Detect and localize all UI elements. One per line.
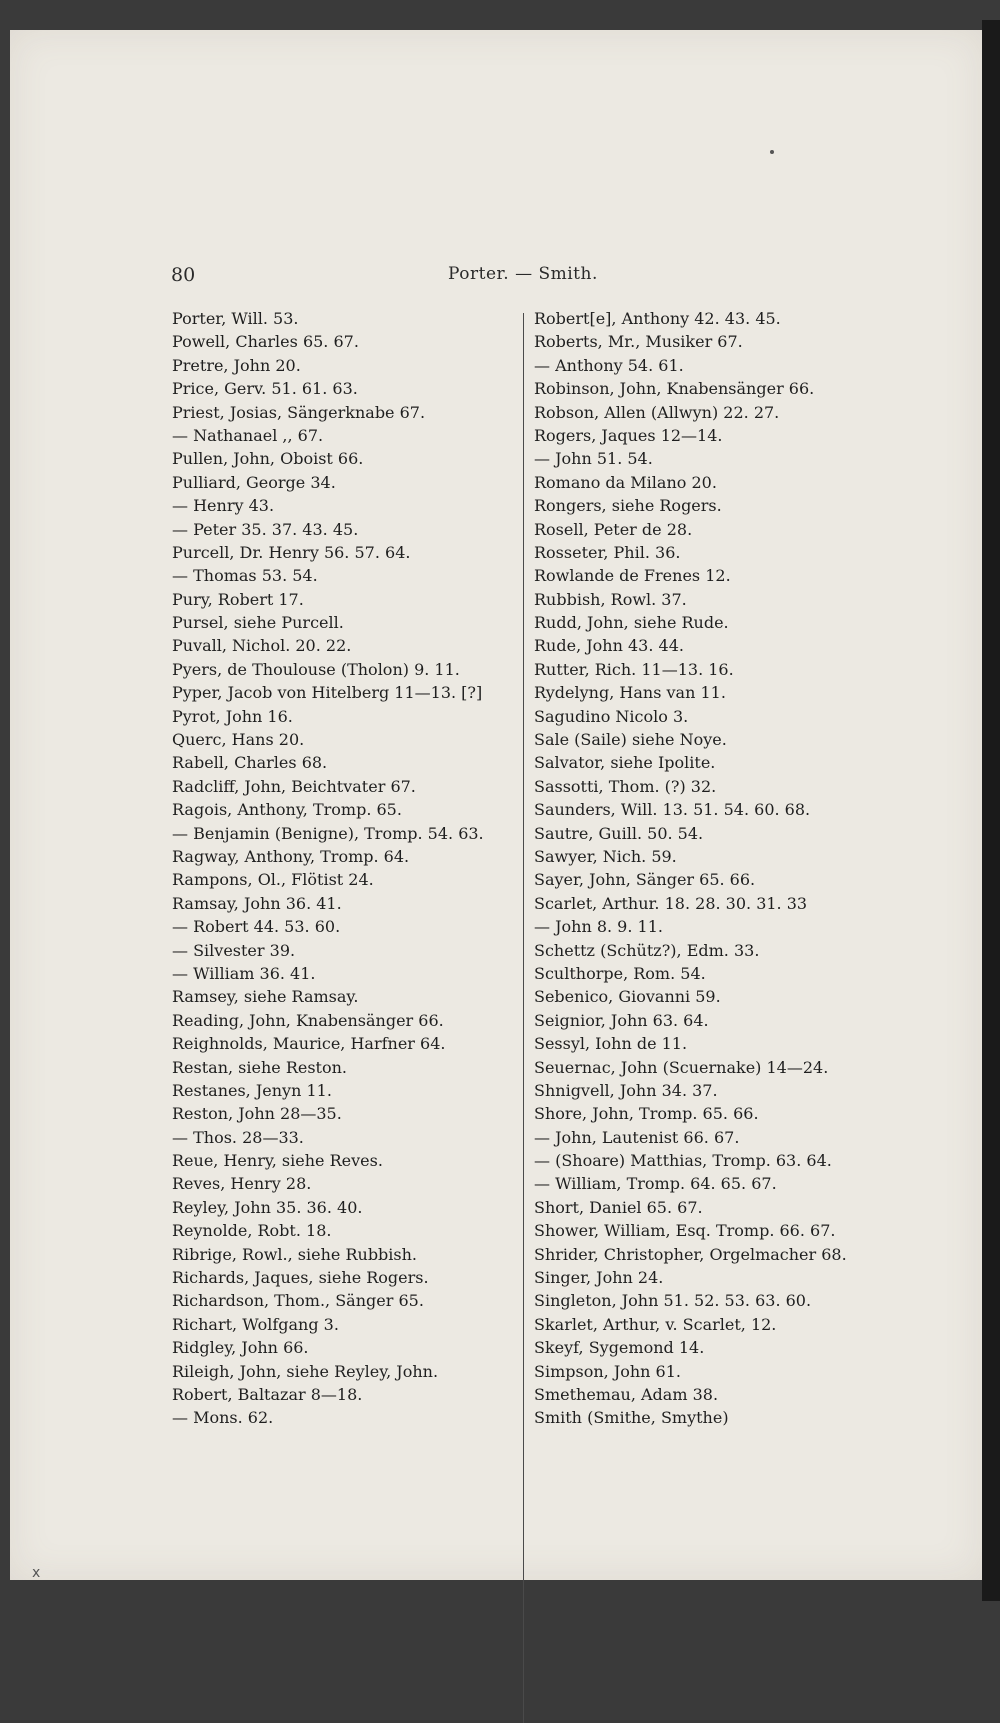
index-entry: Salvator, siehe Ipolite. (534, 753, 716, 773)
index-entry: Sagudino Nicolo 3. (534, 706, 689, 726)
margin-mark: x (32, 1565, 41, 1581)
index-entry: Rabell, Charles 68. (172, 753, 328, 773)
index-entry: Purcell, Dr. Henry 56. 57. 64. (172, 542, 411, 562)
index-entry: Sebenico, Giovanni 59. (534, 987, 721, 1007)
index-entry: Seuernac, John (Scuernake) 14—24. (534, 1057, 829, 1077)
index-entry: Rosseter, Phil. 36. (534, 542, 681, 562)
scan-edge (982, 20, 1000, 1601)
index-entry: Puvall, Nichol. 20. 22. (172, 636, 352, 656)
index-column-right (534, 307, 847, 1430)
index-entry: Rutter, Rich. 11—13. 16. (534, 659, 734, 679)
index-entry: Ragois, Anthony, Tromp. 65. (172, 800, 402, 820)
index-entry: Smith (Smithe, Smythe) (534, 1408, 729, 1428)
index-entry: Price, Gerv. 51. 61. 63. (172, 379, 358, 399)
index-entry: Singleton, John 51. 52. 53. 63. 60. (534, 1291, 812, 1311)
index-entry: — Nathanael ,, 67. (172, 425, 324, 445)
index-entry: Rampons, Ol., Flötist 24. (172, 870, 374, 890)
index-entry: Porter, Will. 53. (172, 309, 299, 328)
index-entry: Seignior, John 63. 64. (534, 1010, 709, 1030)
index-entry: Ragway, Anthony, Tromp. 64. (172, 846, 410, 866)
index-entry: Shore, John, Tromp. 65. 66. (534, 1104, 759, 1124)
index-entry: Reue, Henry, siehe Reves. (172, 1151, 383, 1171)
index-entry: Shower, William, Esq. Tromp. 66. 67. (534, 1221, 836, 1241)
index-entry: Schettz (Schütz?), Edm. 33. (534, 940, 760, 960)
index-entry: Robinson, John, Knabensänger 66. (534, 379, 815, 399)
index-entry: Pulliard, George 34. (172, 472, 336, 492)
index-entry: Rongers, siehe Rogers. (534, 496, 722, 516)
index-entry: — John 51. 54. (534, 449, 653, 469)
index-entry: — John, Lautenist 66. 67. (534, 1127, 740, 1147)
index-entry: Pretre, John 20. (172, 355, 301, 375)
index-entry: — Silvester 39. (172, 940, 296, 960)
index-entry: — William 36. 41. (172, 963, 316, 983)
index-entry: Saunders, Will. 13. 51. 54. 60. 68. (534, 800, 811, 820)
index-entry: Sessyl, Iohn de 11. (534, 1034, 688, 1054)
index-entry: Ramsey, siehe Ramsay. (172, 987, 359, 1007)
index-entry: Romano da Milano 20. (534, 472, 717, 492)
index-entry: — Thomas 53. 54. (172, 566, 318, 586)
index-entry: Priest, Josias, Sängerknabe 67. (172, 402, 426, 422)
index-entry: Restanes, Jenyn 11. (172, 1080, 332, 1100)
index-entry: Rudd, John, siehe Rude. (534, 613, 729, 633)
index-entry: Reston, John 28—35. (172, 1104, 342, 1124)
index-entry: Restan, siehe Reston. (172, 1057, 348, 1077)
index-entry: Pyrot, John 16. (172, 706, 293, 726)
index-entry: — Thos. 28—33. (172, 1127, 304, 1147)
page-header (10, 264, 982, 294)
index-entry: Rowlande de Frenes 12. (534, 566, 731, 586)
ink-speck (770, 150, 774, 154)
index-entry: Pury, Robert 17. (172, 589, 304, 609)
index-entry: — John 8. 9. 11. (534, 917, 663, 937)
index-entry: — Mons. 62. (172, 1408, 274, 1428)
index-entry: Querc, Hans 20. (172, 730, 305, 750)
index-entry: Shnigvell, John 34. 37. (534, 1080, 718, 1100)
index-entry: Rude, John 43. 44. (534, 636, 684, 656)
index-entry: Smethemau, Adam 38. (534, 1384, 719, 1404)
index-entry: Skarlet, Arthur, v. Scarlet, 12. (534, 1314, 777, 1334)
index-entry: Roberts, Mr., Musiker 67. (534, 332, 743, 352)
index-entry: Rubbish, Rowl. 37. (534, 589, 687, 609)
index-entry: Richart, Wolfgang 3. (172, 1314, 339, 1334)
index-entry: Rydelyng, Hans van 11. (534, 683, 726, 703)
index-entry: — (Shoare) Matthias, Tromp. 63. 64. (534, 1151, 832, 1171)
running-head: Porter. — Smith. (448, 264, 598, 284)
index-entry: Sale (Saile) siehe Noye. (534, 730, 727, 750)
index-entry: Richardson, Thom., Sänger 65. (172, 1291, 424, 1311)
index-entry: Sculthorpe, Rom. 54. (534, 963, 706, 983)
index-entry: Sassotti, Thom. (?) 32. (534, 776, 717, 796)
index-entry: Powell, Charles 65. 67. (172, 332, 359, 352)
index-entry: Robert, Baltazar 8—18. (172, 1384, 363, 1404)
index-entry: Reynolde, Robt. 18. (172, 1221, 332, 1241)
index-entry: Scarlet, Arthur. 18. 28. 30. 31. 33 (534, 893, 808, 913)
index-entry: Ramsay, John 36. 41. (172, 893, 342, 913)
index-entry: Radcliff, John, Beichtvater 67. (172, 776, 416, 796)
index-entry: Richards, Jaques, siehe Rogers. (172, 1268, 429, 1288)
index-entry: — Anthony 54. 61. (534, 355, 684, 375)
index-entry: Simpson, John 61. (534, 1361, 681, 1381)
column-divider (523, 313, 524, 1723)
book-page (10, 30, 982, 1580)
index-entry: Pyper, Jacob von Hitelberg 11—13. [?] (172, 683, 483, 703)
index-entry: Robson, Allen (Allwyn) 22. 27. (534, 402, 780, 422)
index-entry: Sawyer, Nich. 59. (534, 846, 677, 866)
index-entry: Reves, Henry 28. (172, 1174, 312, 1194)
index-entry: Pyers, de Thoulouse (Tholon) 9. 11. (172, 659, 460, 679)
index-entry: Singer, John 24. (534, 1268, 664, 1288)
index-entry: — Robert 44. 53. 60. (172, 917, 341, 937)
index-entry: Rogers, Jaques 12—14. (534, 425, 723, 445)
index-entry: Skeyf, Sygemond 14. (534, 1338, 705, 1358)
index-entry: Reighnolds, Maurice, Harfner 64. (172, 1034, 446, 1054)
index-entry: — Henry 43. (172, 496, 275, 516)
index-entry: — Peter 35. 37. 43. 45. (172, 519, 359, 539)
index-entry: Short, Daniel 65. 67. (534, 1197, 703, 1217)
index-entry: Rosell, Peter de 28. (534, 519, 693, 539)
index-entry: Sayer, John, Sänger 65. 66. (534, 870, 756, 890)
page-number: 80 (171, 264, 196, 286)
index-entry: Shrider, Christopher, Orgelmacher 68. (534, 1244, 847, 1264)
index-entry: Ribrige, Rowl., siehe Rubbish. (172, 1244, 418, 1264)
index-entry: Pursel, siehe Purcell. (172, 613, 344, 633)
index-entry: Rileigh, John, siehe Reyley, John. (172, 1361, 439, 1381)
index-entry: Reading, John, Knabensänger 66. (172, 1010, 444, 1030)
index-column-left (172, 307, 484, 1430)
index-entry: Pullen, John, Oboist 66. (172, 449, 364, 469)
index-entry: Reyley, John 35. 36. 40. (172, 1197, 363, 1217)
index-entry: Robert[e], Anthony 42. 43. 45. (534, 309, 781, 328)
index-entry: Ridgley, John 66. (172, 1338, 309, 1358)
index-entry: Sautre, Guill. 50. 54. (534, 823, 704, 843)
index-entry: — Benjamin (Benigne), Tromp. 54. 63. (172, 823, 484, 843)
index-entry: — William, Tromp. 64. 65. 67. (534, 1174, 777, 1194)
